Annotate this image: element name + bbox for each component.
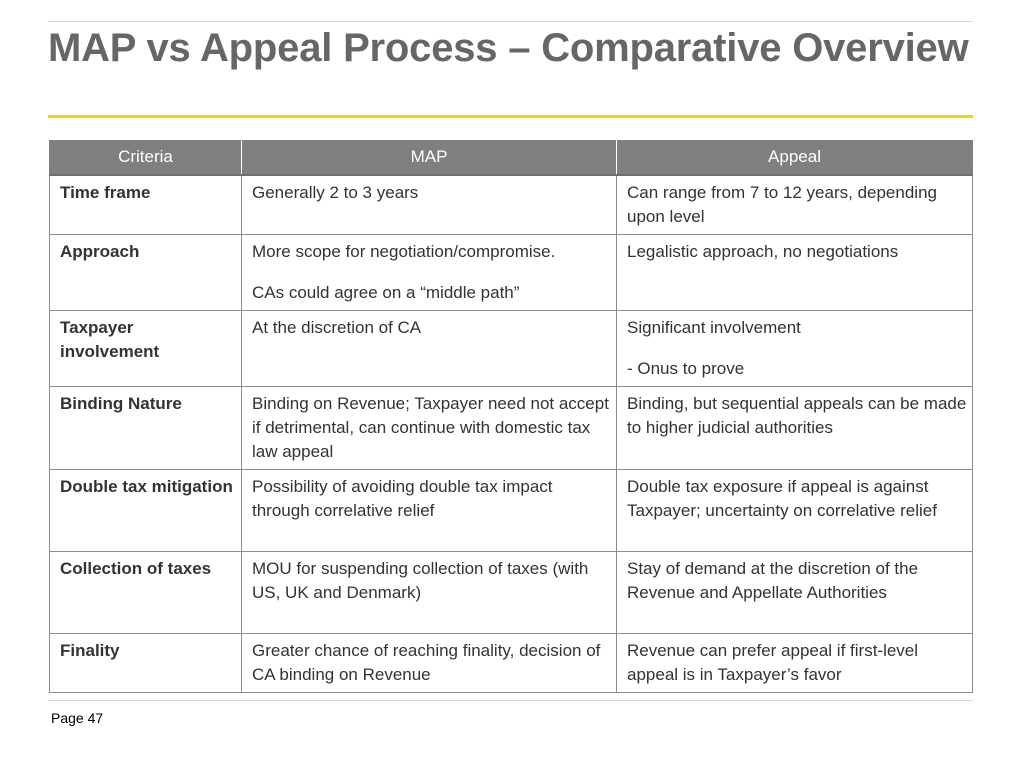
table-row (50, 311, 973, 387)
cell-text: More scope for negotiation/compromise. (252, 242, 556, 261)
bottom-divider (48, 700, 973, 701)
cell-text: Stay of demand at the discretion of the Revenue and Appellate Authorities (627, 559, 919, 602)
cell-text: - Onus to prove (627, 359, 745, 378)
cell-text: Generally 2 to 3 years (252, 183, 419, 202)
appeal-cell (617, 235, 973, 311)
map-cell (242, 470, 617, 552)
table-row (50, 634, 973, 693)
appeal-cell (617, 634, 973, 693)
table-row (50, 552, 973, 634)
comparison-table (49, 140, 973, 693)
map-cell (242, 311, 617, 387)
header-map: MAP (242, 140, 617, 175)
cell-text: Legalistic approach, no negotiations (627, 242, 899, 261)
cell-text: Binding on Revenue; Taxpayer need not accept if detrimental, can continue with domestic tax law appeal (252, 394, 609, 461)
map-cell (242, 175, 617, 235)
cell-text: Significant involvement (627, 318, 801, 337)
criteria-cell: Approach (50, 235, 242, 311)
appeal-cell (617, 175, 973, 235)
appeal-cell (617, 387, 973, 470)
cell-text: Can range from 7 to 12 years, depending upon level (627, 183, 937, 226)
cell-text: At the discretion of CA (252, 318, 422, 337)
criteria-cell: Finality (50, 634, 242, 693)
appeal-cell (617, 552, 973, 634)
top-divider (48, 21, 973, 22)
header-appeal: Appeal (617, 140, 973, 175)
title-underline (48, 115, 973, 118)
criteria-cell: Taxpayer involvement (50, 311, 242, 387)
map-cell (242, 634, 617, 693)
page-number: Page 47 (51, 710, 104, 726)
table-row (50, 235, 973, 311)
table-header-row (50, 140, 973, 175)
cell-text: MOU for suspending collection of taxes (with US, UK and Denmark) (252, 559, 589, 602)
table-row (50, 387, 973, 470)
table-row (50, 470, 973, 552)
table-row (50, 175, 973, 235)
cell-text: CAs could agree on a “middle path” (252, 283, 520, 302)
cell-text: Double tax exposure if appeal is against Taxpayer; uncertainty on correlative relief (627, 477, 937, 520)
criteria-cell: Time frame (50, 175, 242, 235)
cell-text: Revenue can prefer appeal if first-level appeal is in Taxpayer’s favor (627, 641, 919, 684)
appeal-cell (617, 311, 973, 387)
cell-text: Greater chance of reaching finality, decision of CA binding on Revenue (252, 641, 601, 684)
appeal-cell (617, 470, 973, 552)
criteria-cell: Binding Nature (50, 387, 242, 470)
slide-title: MAP vs Appeal Process – Comparative Overview (48, 26, 969, 70)
map-cell (242, 235, 617, 311)
cell-text: Binding, but sequential appeals can be made to higher judicial authorities (627, 394, 967, 437)
cell-text: Possibility of avoiding double tax impact through correlative relief (252, 477, 553, 520)
map-cell (242, 387, 617, 470)
header-criteria: Criteria (50, 140, 242, 175)
criteria-cell: Collection of taxes (50, 552, 242, 634)
criteria-cell: Double tax mitigation (50, 470, 242, 552)
map-cell (242, 552, 617, 634)
